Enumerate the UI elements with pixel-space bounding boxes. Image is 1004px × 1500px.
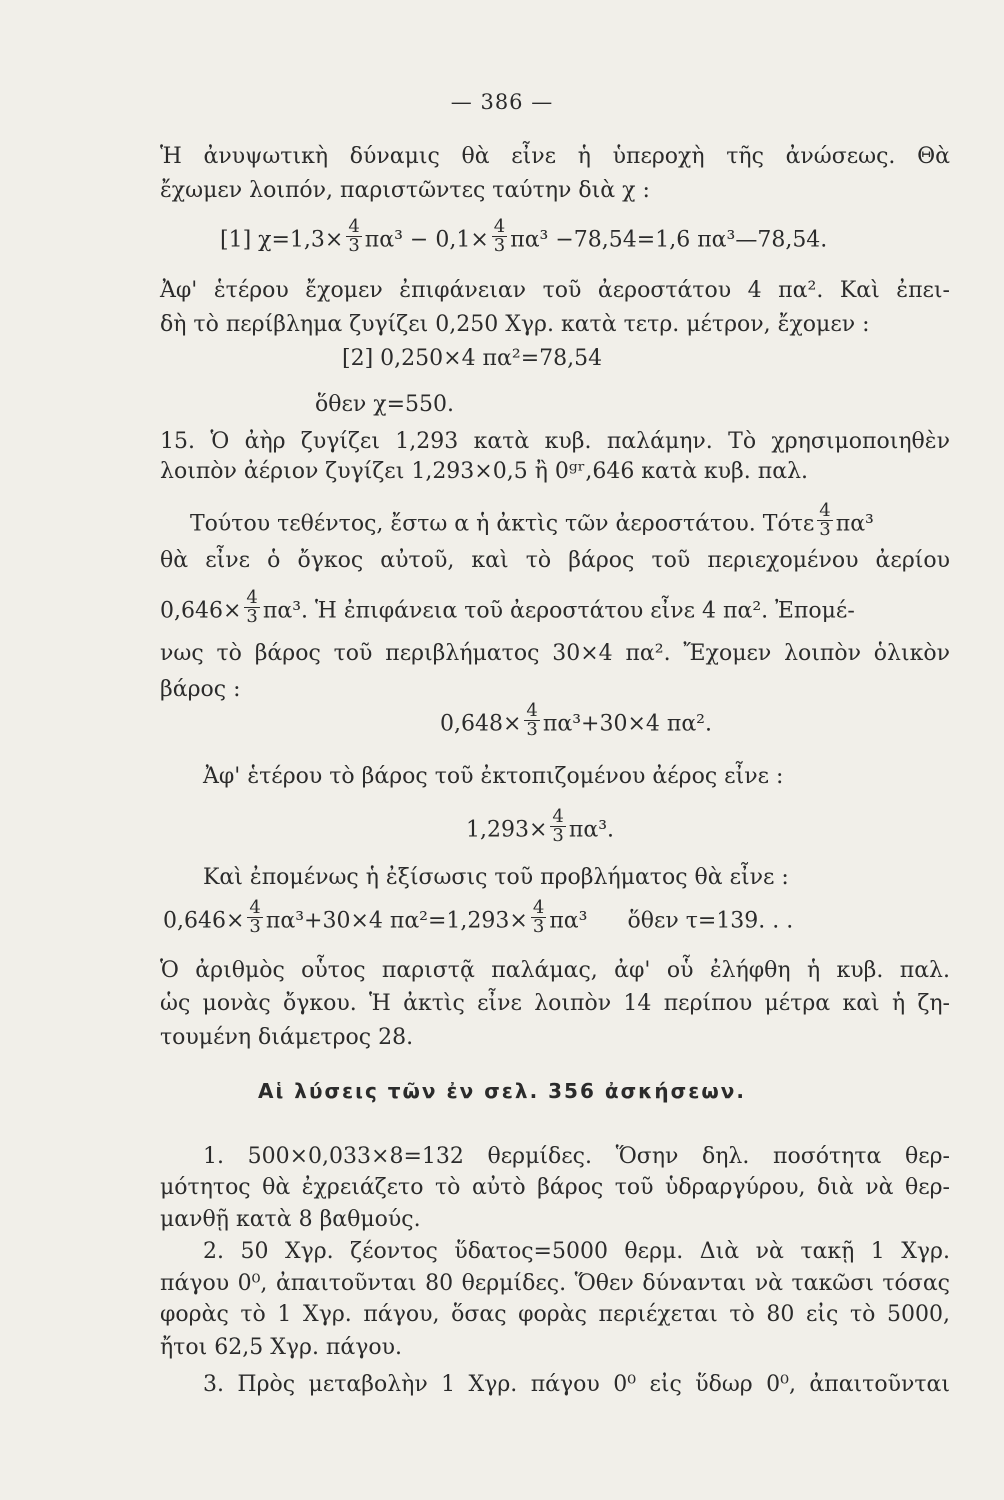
fraction-numerator: 4: [526, 700, 538, 721]
fraction: [817, 502, 832, 539]
text-line: ἔχωμεν λοιπόν, παριστῶντες ταύτην διὰ χ :: [160, 178, 650, 203]
text-line: νως τὸ βάρος τοῦ περιβλήματος 30×4 πα². Ἔχομεν λοιπὸν ὁλικὸν: [160, 641, 950, 666]
equation-6: [163, 897, 794, 940]
fraction-numerator: 4: [493, 216, 506, 237]
equation-text: 0,646×: [160, 598, 242, 624]
fraction-numerator: 4: [552, 806, 564, 827]
equation-4: [440, 700, 712, 743]
section-heading: Αἱ λύσεις τῶν ἐν σελ. 356 ἀσκήσεων.: [258, 1079, 746, 1103]
text-line: 1. 500×0,033×8=132 θερμίδες. Ὅσην δηλ. ποσότητα θερ-: [203, 1144, 950, 1169]
fraction: [244, 589, 259, 626]
fraction: [492, 218, 507, 255]
text-line: μανθῇ κατὰ 8 βαθμούς.: [160, 1207, 421, 1232]
equation-text: πα³ −78,54=1,6 πα³—78,54.: [510, 227, 828, 253]
equation-text: πα³ − 0,1×: [364, 227, 489, 253]
text-line: τουμένη διάμετρος 28.: [160, 1025, 414, 1050]
text-line: 2. 50 Χγρ. ζέοντος ὕδατος=5000 θερμ. Διὰ νὰ τακῇ 1 Χγρ.: [203, 1239, 950, 1264]
text-line: θὰ εἶνε ὁ ὄγκος αὐτοῦ, καὶ τὸ βάρος τοῦ περιεχομένου ἀερίου: [160, 548, 950, 573]
equation-text: πα³+30×4 πα²=1,293×: [265, 908, 528, 934]
fraction: [346, 218, 361, 255]
fraction-numerator: 4: [246, 587, 258, 608]
text-line: λοιπὸν ἀέριον ζυγίζει 1,293×0,5 ἢ 0ᵍʳ,646 κατὰ κυβ. παλ.: [160, 459, 809, 484]
fraction-denominator: 3: [819, 519, 831, 540]
text-line: φορὰς τὸ 1 Χγρ. πάγου, ὅσας φορὰς περιέχεται τὸ 80 εἰς τὸ 5000,: [160, 1302, 950, 1327]
equation-text: πα³: [835, 511, 874, 537]
equation-text: πα³+30×4 πα².: [542, 711, 712, 737]
equation-text: Τούτου τεθέντος, ἔστω α ἡ ἀκτὶς τῶν ἀεροστάτου. Τότε: [190, 511, 815, 537]
fraction: [531, 899, 546, 936]
equation-text: 0,648×: [440, 711, 522, 737]
fraction: [550, 808, 565, 845]
fraction-denominator: 3: [348, 235, 360, 256]
equation-5: [466, 806, 615, 849]
fraction-denominator: 3: [526, 719, 538, 740]
text-line: ὡς μονὰς ὄγκου. Ἡ ἀκτὶς εἶνε λοιπὸν 14 περίπου μέτρα καὶ ἡ ζη-: [160, 991, 950, 1016]
fraction-denominator: 3: [532, 916, 545, 937]
equation-text: πα³.: [568, 817, 615, 843]
equation-3: ὅθεν χ=550.: [315, 392, 455, 417]
fraction-denominator: 3: [246, 606, 258, 627]
text-line-with-fraction: [160, 587, 855, 630]
text-line: μότητος θὰ ἐχρειάζετο τὸ αὐτὸ βάρος τοῦ ὑδραργύρου, διὰ νὰ θερ-: [160, 1175, 950, 1200]
equation-text: πα³: [549, 908, 588, 934]
text-line: δὴ τὸ περίβλημα ζυγίζει 0,250 Χγρ. κατὰ τετρ. μέτρον, ἔχομεν :: [160, 312, 870, 337]
text-line: βάρος :: [160, 677, 241, 702]
equation-text: πα³. Ἡ ἐπιφάνεια τοῦ ἀεροστάτου εἶνε 4 πα². Ἐπομέ-: [262, 598, 855, 624]
equation-2: [2] 0,250×4 πα²=78,54: [342, 346, 603, 371]
page-number: — 386 —: [450, 90, 554, 114]
equation-text: ὅθεν τ=139. . .: [627, 908, 794, 934]
fraction-numerator: 4: [819, 500, 831, 521]
equation-1: [220, 216, 828, 259]
text-line: ἤτοι 62,5 Χγρ. πάγου.: [160, 1335, 402, 1360]
fraction-numerator: 4: [249, 897, 261, 918]
text-line-with-fraction: [190, 500, 874, 543]
fraction-denominator: 3: [493, 235, 506, 256]
equation-text: [1] χ=1,3×: [220, 227, 344, 253]
fraction: [524, 702, 539, 739]
fraction: [247, 899, 262, 936]
text-line: Ὁ ἀριθμὸς οὗτος παριστᾷ παλάμας, ἀφ' οὗ ἐλήφθη ἡ κυβ. παλ.: [160, 958, 950, 983]
text-line: Καὶ ἐπομένως ἡ ἐξίσωσις τοῦ προβλήματος θὰ εἶνε :: [203, 865, 789, 890]
text-line: 15. Ὁ ἀὴρ ζυγίζει 1,293 κατὰ κυβ. παλάμην. Τὸ χρησιμοποιηθὲν: [160, 429, 950, 454]
equation-text: 0,646×: [163, 908, 245, 934]
text-line: 3. Πρὸς μεταβολὴν 1 Χγρ. πάγου 0⁰ εἰς ὕδωρ 0⁰, ἀπαιτοῦνται: [203, 1372, 950, 1397]
fraction-numerator: 4: [348, 216, 360, 237]
text-line: πάγου 0⁰, ἀπαιτοῦνται 80 θερμίδες. Ὅθεν δύνανται νὰ τακῶσι τόσας: [160, 1271, 950, 1296]
equation-text: 1,293×: [466, 817, 548, 843]
text-line: Ἡ ἀνυψωτικὴ δύναμις θὰ εἶνε ἡ ὑπεροχὴ τῆς ἀνώσεως. Θὰ: [160, 144, 950, 169]
fraction-numerator: 4: [532, 897, 545, 918]
fraction-denominator: 3: [552, 825, 564, 846]
text-line: Ἀφ' ἑτέρου ἔχομεν ἐπιφάνειαν τοῦ ἀεροστάτου 4 πα². Καὶ ἐπει-: [160, 278, 950, 303]
fraction-denominator: 3: [249, 916, 261, 937]
text-line: Ἀφ' ἑτέρου τὸ βάρος τοῦ ἐκτοπιζομένου ἀέρος εἶνε :: [203, 764, 784, 789]
